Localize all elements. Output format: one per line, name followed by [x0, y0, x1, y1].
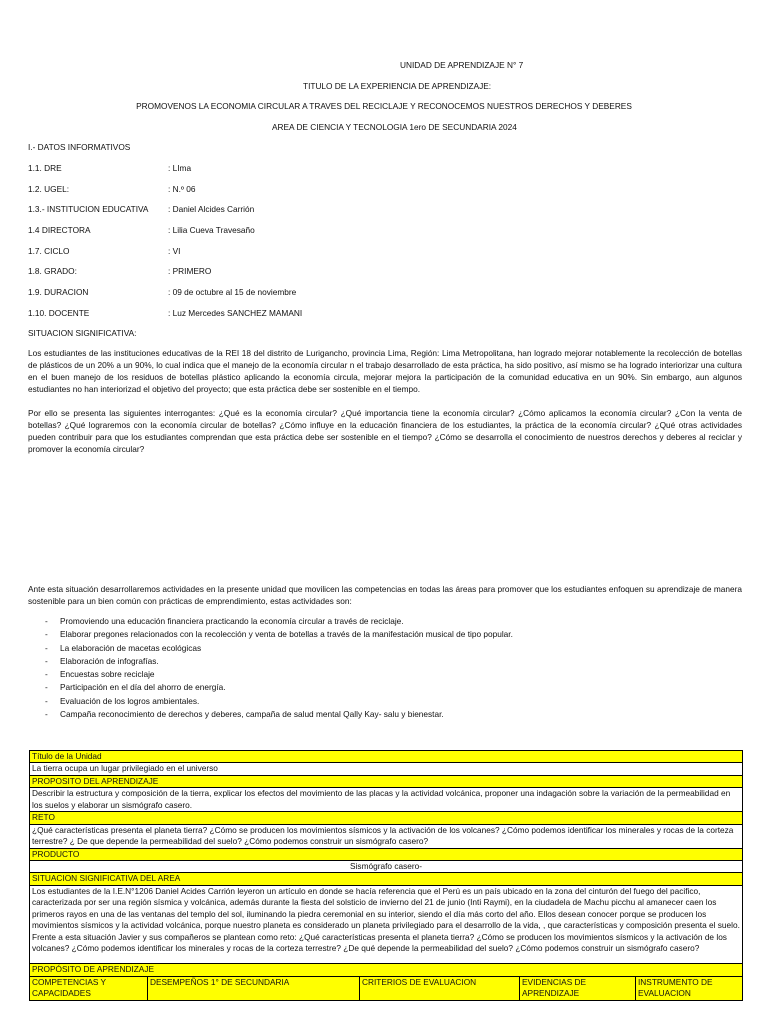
experience-title: PROMOVENOS LA ECONOMIA CIRCULAR A TRAVES DEL RECICLAJE Y RECONOCEMOS NUESTROS DERECHOS Y DEBERES [136, 101, 632, 111]
situacion-heading: SITUACION SIGNIFICATIVA: [28, 328, 137, 338]
datos-value-ugel: : N.º 06 [168, 184, 196, 194]
table-row [30, 763, 743, 775]
column-header-desempenos: DESEMPEÑOS 1° DE SECUNDARIA [148, 976, 360, 1000]
table-row [30, 873, 743, 885]
actividades-intro: Ante esta situación desarrollaremos actividades en la presente unidad que movilicen las competencias en todas las áreas para promover que los estudiantes enfoquen su aprendizaje de manera sostenible para un bien común con prácticas de emprendimiento, estas actividades son: [28, 584, 742, 607]
column-header-criterios: CRITERIOS DE EVALUACION [360, 976, 520, 1000]
list-item-text: Evaluación de los logros ambientales. [60, 695, 200, 706]
proposito-value: Describir la estructura y composición de la tierra, explicar los efectos del movimiento de las placas y la actividad volcánica, proponer una indagación sobre la variación de la permeabilidad en los suelos y elaborar un sismógrafo casero. [30, 788, 743, 812]
unit-table [29, 750, 743, 1001]
area-line: AREA DE CIENCIA Y TECNOLOGIA 1ero DE SECUNDARIA 2024 [272, 122, 517, 132]
table-row [30, 860, 743, 872]
datos-heading: I.- DATOS INFORMATIVOS [28, 142, 131, 152]
proposito-label: PROPOSITO DEL APRENDIZAJE [30, 775, 743, 787]
datos-label-dre: 1.1. DRE [28, 163, 62, 173]
datos-label-docente: 1.10. DOCENTE [28, 308, 90, 318]
situacion-paragraph-1: Los estudiantes de las instituciones educativas de la REI 18 del distrito de Lurigancho, provincia Lima, Región: Lima Metropolitana, han logrado mejorar notablemente la recolección de botellas de plásticos de un 20% a un 90%, lo cual indica que el manejo de la economía circular n el trabajo desarrollado de esta práctica, ha sido positivo, así mismo se ha logrado interiorizar una cultura en el buen manejo de los residuos de botellas plástico aplicando la economía circula, mejorar mejora la participación de la comunidad educativa en un 90%. Sin embargo, aun algunos estudiantes no han interiorizad el objetivo del proyecto; que esta práctica debe ser sostenible en el tiempo. [28, 348, 742, 395]
table-row [30, 824, 743, 848]
bullet-dash: - [45, 629, 48, 640]
datos-label-ugel: 1.2. UGEL: [28, 184, 70, 194]
reto-label: RETO [30, 812, 743, 824]
column-header-instrumento: INSTRUMENTO DE EVALUACION [636, 976, 743, 1000]
bullet-dash: - [45, 709, 48, 720]
reto-value: ¿Qué características presenta el planeta tierra? ¿Cómo se producen los movimientos sísmicos y la activación de los volcanes? ¿Cómo podemos identificar los minerales y rocas de la corteza terrestre? ¿ De que depende la permeabilidad del suelo? ¿Cómo podemos construir un sismógrafo casero? [30, 824, 743, 848]
list-item-text: Promoviendo una educación financiera practicando la economía circular a través de reciclaje. [60, 616, 404, 626]
datos-label-duracion: 1.9. DURACION [28, 287, 89, 297]
proposito-aprendizaje-label: PROPÓSITO DE APRENDIZAJE [30, 964, 743, 976]
list-item-text: Participación en el día del ahorro de energía. [60, 682, 226, 693]
column-header-competencias: COMPETENCIAS Y CAPACIDADES [30, 976, 148, 1000]
producto-label: PRODUCTO [30, 848, 743, 860]
table-row [30, 885, 743, 964]
list-item [28, 695, 728, 708]
situacion-paragraph-2: Por ello se presenta las siguientes interrogantes: ¿Qué es la economía circular? ¿Qué importancia tiene la economía circular? ¿Cómo aplicamos la economía circular? ¿Con la venta de botellas? ¿Qué lograremos con la economía circular de botellas? ¿Cómo influye en la educación financiera de los estudiantes, la práctica de la economía circular? ¿Qué otras actividades pueden contribuir para que los estudiantes comprendan que esta práctica debe ser sostenible en el tiempo? ¿Cómo se desarrolla el conocimiento de nuestros derechos y deberes al reciclar y promover la economía circular? [28, 408, 742, 455]
bullet-dash: - [45, 669, 48, 680]
table-row [30, 788, 743, 812]
list-item [28, 668, 728, 681]
bullet-dash: - [45, 695, 48, 706]
list-item [28, 708, 728, 721]
datos-value-dre: : LIma [168, 163, 192, 173]
datos-label-grado: 1.8. GRADO: [28, 266, 77, 276]
list-item-text: Encuestas sobre reciclaje [60, 669, 155, 680]
actividades-list [28, 615, 728, 721]
bullet-dash: - [45, 642, 48, 653]
table-row [30, 848, 743, 860]
table-row [30, 775, 743, 787]
datos-label-institucion: 1.3.- INSTITUCION EDUCATIVA [28, 204, 149, 214]
list-item [28, 642, 728, 655]
datos-value-institucion: : Daniel Alcides Carrión [168, 204, 255, 214]
list-item-text: Elaboración de infografías. [60, 655, 159, 666]
datos-value-directora: : Lilia Cueva Travesaño [168, 225, 255, 235]
table-row [30, 751, 743, 763]
bullet-dash: - [45, 682, 48, 693]
list-item [28, 681, 728, 694]
datos-value-duracion: : 09 de octubre al 15 de noviembre [168, 287, 297, 297]
list-item-text: La elaboración de macetas ecológicas [60, 642, 202, 653]
datos-label-ciclo: 1.7. CICLO [28, 246, 70, 256]
datos-value-ciclo: : VI [168, 246, 181, 256]
producto-value: Sismógrafo casero- [30, 860, 743, 872]
titulo-unidad-value: La tierra ocupa un lugar privilegiado en el universo [30, 763, 743, 775]
column-header-evidencias: EVIDENCIAS DE APRENDIZAJE [520, 976, 636, 1000]
situacion-area-label: SITUACION SIGNIFICATIVA DEL AREA [30, 873, 743, 885]
list-item [28, 615, 728, 628]
list-item-text: Elaborar pregones relacionados con la recolección y venta de botellas a través de la manifestación musical de tipo popular. [60, 629, 513, 640]
bullet-dash: - [45, 616, 48, 626]
unit-number: UNIDAD DE APRENDIZAJE N° 7 [400, 60, 524, 70]
bullet-dash: - [45, 655, 48, 666]
datos-label-directora: 1.4 DIRECTORA [28, 225, 91, 235]
title-label: TITULO DE LA EXPERIENCIA DE APRENDIZAJE: [303, 81, 492, 91]
list-item [28, 655, 728, 668]
list-item [28, 628, 728, 641]
datos-value-grado: : PRIMERO [168, 266, 212, 276]
table-row [30, 812, 743, 824]
datos-value-docente: : Luz Mercedes SANCHEZ MAMANI [168, 308, 303, 318]
list-item-text: Campaña reconocimiento de derechos y deberes, campaña de salud mental Qally Kay- salu y bienestar. [60, 709, 444, 720]
table-header-row [30, 976, 743, 1000]
titulo-unidad-label: Título de la Unidad [30, 751, 743, 763]
table-row [30, 964, 743, 976]
situacion-area-value: Los estudiantes de la I.E.N°1206 Daniel Acides Carrión leyeron un artículo en donde se hacía referencia que el Perú es un país ubicado en la zona del cinturón del fuego del pacifico, caracterizada por ser una región sísmica y volcánica, además durante la fiesta del solsticio de invierno del 21 de junio (Inti Raymi), en la ciudadela de Machu picchu al amanecer caen los primeros rayos en una de las ventanas del templo del sol, iluminando la piedra ceremonial en su interior, siendo el día más corto del año. Ellos desean conocer porque se producen los movimientos sísmicos y la actividad volcánica, porque nuestro planeta es considerado un planeta privilegiado para el desarrollo de la vida, , que características y composición presenta el suelo. Frente a esta situación Javier y sus compañeros se plantean como reto: ¿Qué características presenta el planeta tierra? ¿Cómo se producen los movimientos sísmicos y la activación de los volcanes? ¿Cómo podemos identificar los minerales y rocas de la corteza terrestre? ¿De qué depende la permeabilidad del suelo? ¿Cómo podemos construir un sismógrafo casero? [30, 885, 743, 964]
